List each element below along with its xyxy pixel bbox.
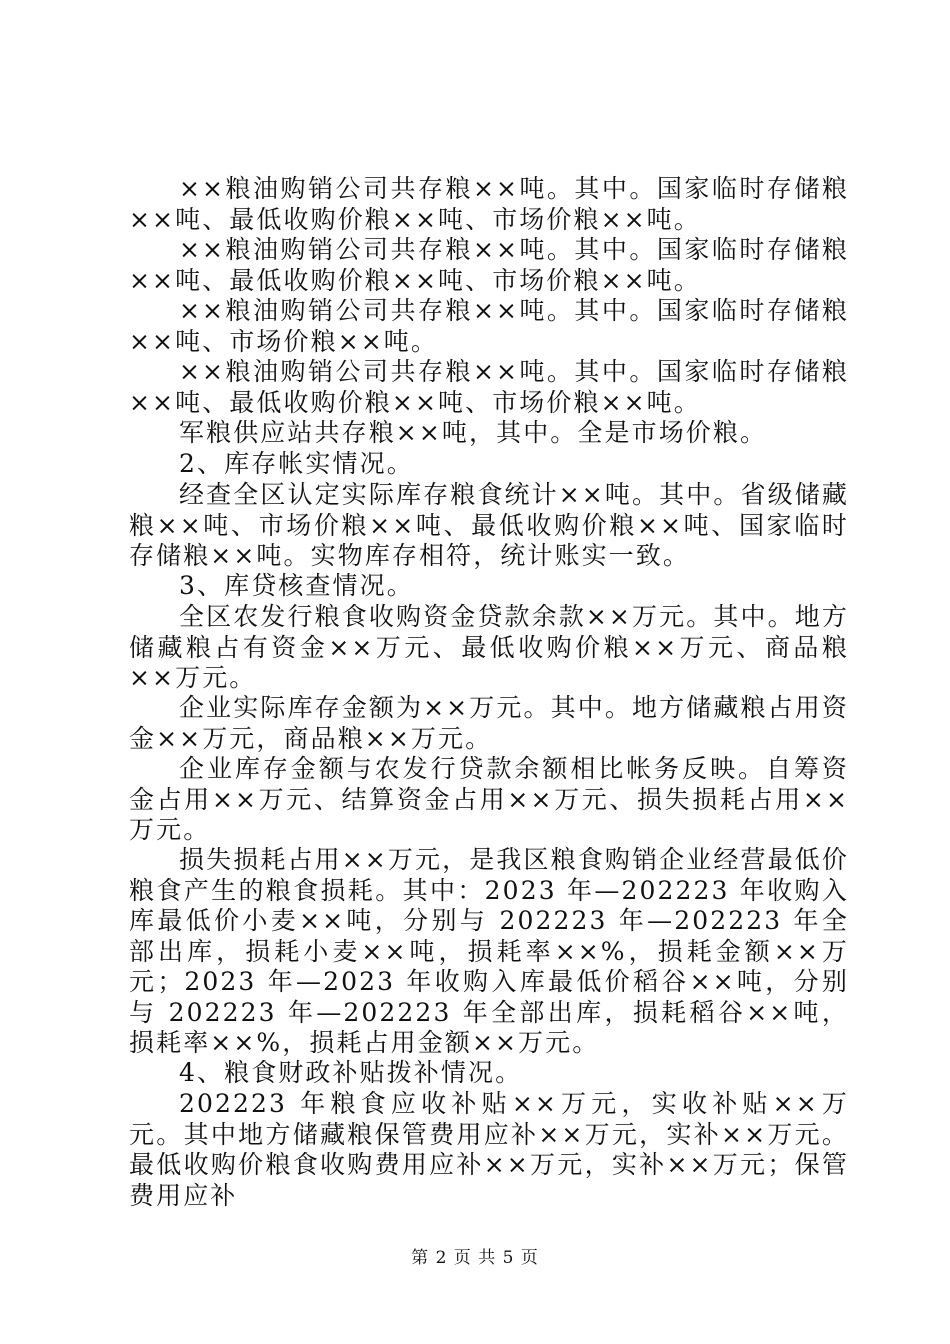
paragraph-company-stock-3: ××粮油购销公司共存粮××吨。其中。国家临时存储粮××吨、市场价粮××吨。 [129, 296, 849, 356]
paragraph-company-stock-2: ××粮油购销公司共存粮××吨。其中。国家临时存储粮××吨、最低收购价粮××吨、市场价粮××吨。 [129, 235, 849, 295]
page-footer: 第 2 页 共 5 页 [411, 1248, 539, 1268]
section-heading-3: 3、库贷核查情况。 [179, 571, 414, 600]
paragraph-inventory-check: 经查全区认定实际库存粮食统计××吨。其中。省级储藏粮××吨、市场价粮××吨、最低收购价粮××吨、国家临时存储粮××吨。实物库存相符，统计账实一致。 [129, 480, 849, 570]
paragraph-subsidy: 202223 年粮食应收补贴××万元，实收补贴××万元。其中地方储藏粮保管费用应补××万元，实补××万元。最低收购价粮食收购费用应补××万元，实补××万元；保管费用应补 [129, 1089, 849, 1210]
paragraph-company-stock-1: ××粮油购销公司共存粮××吨。其中。国家临时存储粮××吨、最低收购价粮××吨、市场价粮××吨。 [129, 174, 849, 234]
paragraph-company-stock-4: ××粮油购销公司共存粮××吨。其中。国家临时存储粮××吨、最低收购价粮××吨、市场价粮××吨。 [129, 357, 849, 417]
paragraph-loss-consumption: 损失损耗占用××万元，是我区粮食购销企业经营最低价粮食产生的粮食损耗。其中：2023 年—202223 年收购入库最低价小麦××吨，分别与 202223 年—202223 年全部出库，损耗小麦××吨，损耗率××%，损耗金额××万元；2023 年—2023 年收购入库最低价稻谷××吨，分别与 202223 年—202223 年全部出库，损耗稻谷××吨，损耗率××%，损耗占用金额××万元。 [129, 845, 849, 1057]
section-heading-2: 2、库存帐实情况。 [179, 449, 414, 478]
paragraph-loan-balance: 全区农发行粮食收购资金贷款余款××万元。其中。地方储藏粮占有资金××万元、最低收购价粮××万元、商品粮××万元。 [129, 602, 849, 692]
paragraph-enterprise-inventory: 企业实际库存金额为××万元。其中。地方储藏粮占用资金××万元，商品粮××万元。 [129, 693, 849, 753]
paragraph-military-grain: 军粮供应站共存粮××吨，其中。全是市场价粮。 [179, 418, 768, 447]
paragraph-account-comparison: 企业库存金额与农发行贷款余额相比帐务反映。自筹资金占用××万元、结算资金占用××万元、损失损耗占用××万元。 [129, 754, 849, 844]
section-heading-4: 4、粮食财政补贴拨补情况。 [179, 1058, 523, 1087]
